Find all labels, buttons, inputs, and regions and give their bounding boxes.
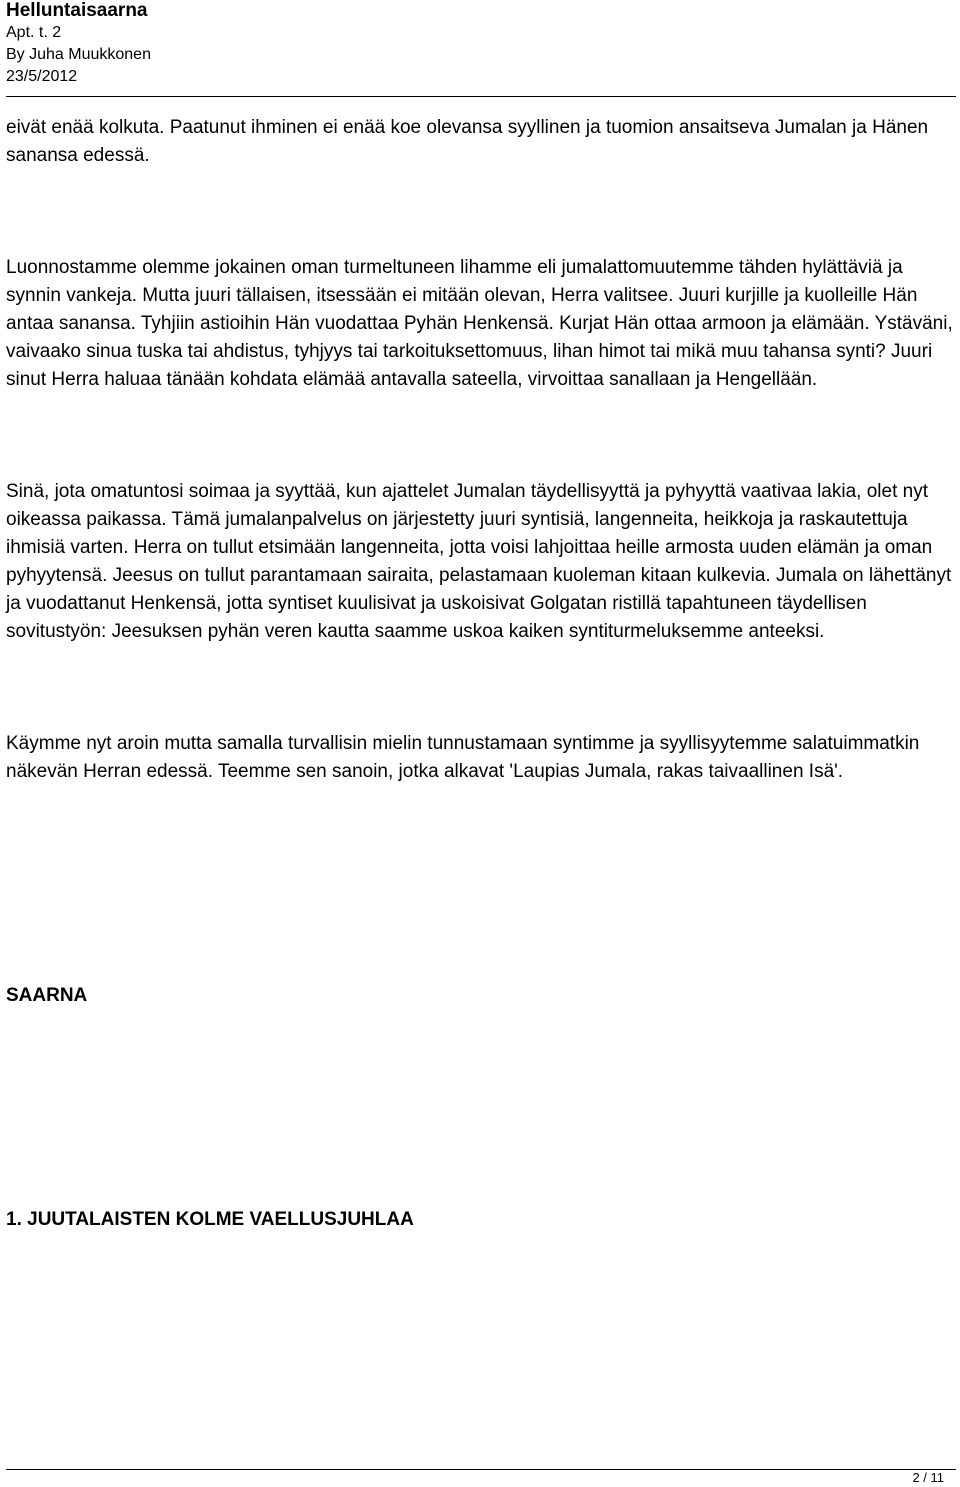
document-body xyxy=(6,114,956,1234)
author-line: By Juha Muukkonen xyxy=(6,46,151,63)
footer-divider xyxy=(6,1469,956,1470)
paragraph-4: Käymme nyt aroin mutta samalla turvallisin mielin tunnustamaan syntimme ja syyllisyytemme salatuimmatkin näkevän Herran edessä. Teemme sen sanoin, jotka alkavat 'Laupias Jumala, rakas taivaallinen Isä'. xyxy=(6,733,920,782)
header-divider xyxy=(6,96,956,97)
document-title: Helluntaisaarna xyxy=(6,0,148,21)
page-number: 2 / 11 xyxy=(912,1470,944,1485)
section-heading-sermon: SAARNA xyxy=(6,985,88,1006)
paragraph-2: Luonnostamme olemme jokainen oman turmeltuneen lihamme eli jumalattomuutemme tähden hylättäviä ja synnin vankeja. Mutta juuri tällaisen, itsessään ei mitään olevan, Herra valitsee. Juuri kurjille ja kuolleille Hän antaa sanansa. Tyhjiin astioihin Hän vuodattaa Pyhän Henkensä. Kurjat Hän ottaa armoon ja elämään. Ystäväni, vaivaako sinua tuska tai ahdistus, tyhjyys tai tarkoituksettomuus, lihan himot tai mikä muu tahansa synti? Juuri sinut Herra haluaa tänään kohdata elämää antavalla sateella, virvoittaa sanallaan ja Hengellään. xyxy=(6,257,953,390)
paragraph-3: Sinä, jota omatuntosi soimaa ja syyttää, kun ajattelet Jumalan täydellisyyttä ja pyhyyttä vaativaa lakia, olet nyt oikeassa paikassa. Tämä jumalanpalvelus on järjestetty juuri syntisiä, langenneita, heikkoja ja raskautettuja ihmisiä varten. Herra on tullut etsimään langenneita, jotta voisi lahjoittaa heille armosta uuden elämän ja oman pyhyytensä. Jeesus on tullut parantamaan sairaita, pelastamaan kuoleman kitaan kulkevia. Jumala on lähettänyt ja vuodattanut Henkensä, jotta syntiset kuulisivat ja uskoisivat Golgatan ristillä tapahtuneen täydellisen sovitustyön: Jeesuksen pyhän veren kautta saamme uskoa kaiken syntiturmeluksemme anteeksi. xyxy=(6,481,952,642)
section-heading-1: 1. JUUTALAISTEN KOLME VAELLUSJUHLAA xyxy=(6,1209,414,1230)
date-line: 23/5/2012 xyxy=(6,68,78,85)
document-header xyxy=(6,0,956,88)
paragraph-1: eivät enää kolkuta. Paatunut ihminen ei enää koe olevansa syyllinen ja tuomion ansaitseva Jumalan ja Hänen sanansa edessä. xyxy=(6,117,929,166)
bible-reference: Apt. t. 2 xyxy=(6,24,62,41)
